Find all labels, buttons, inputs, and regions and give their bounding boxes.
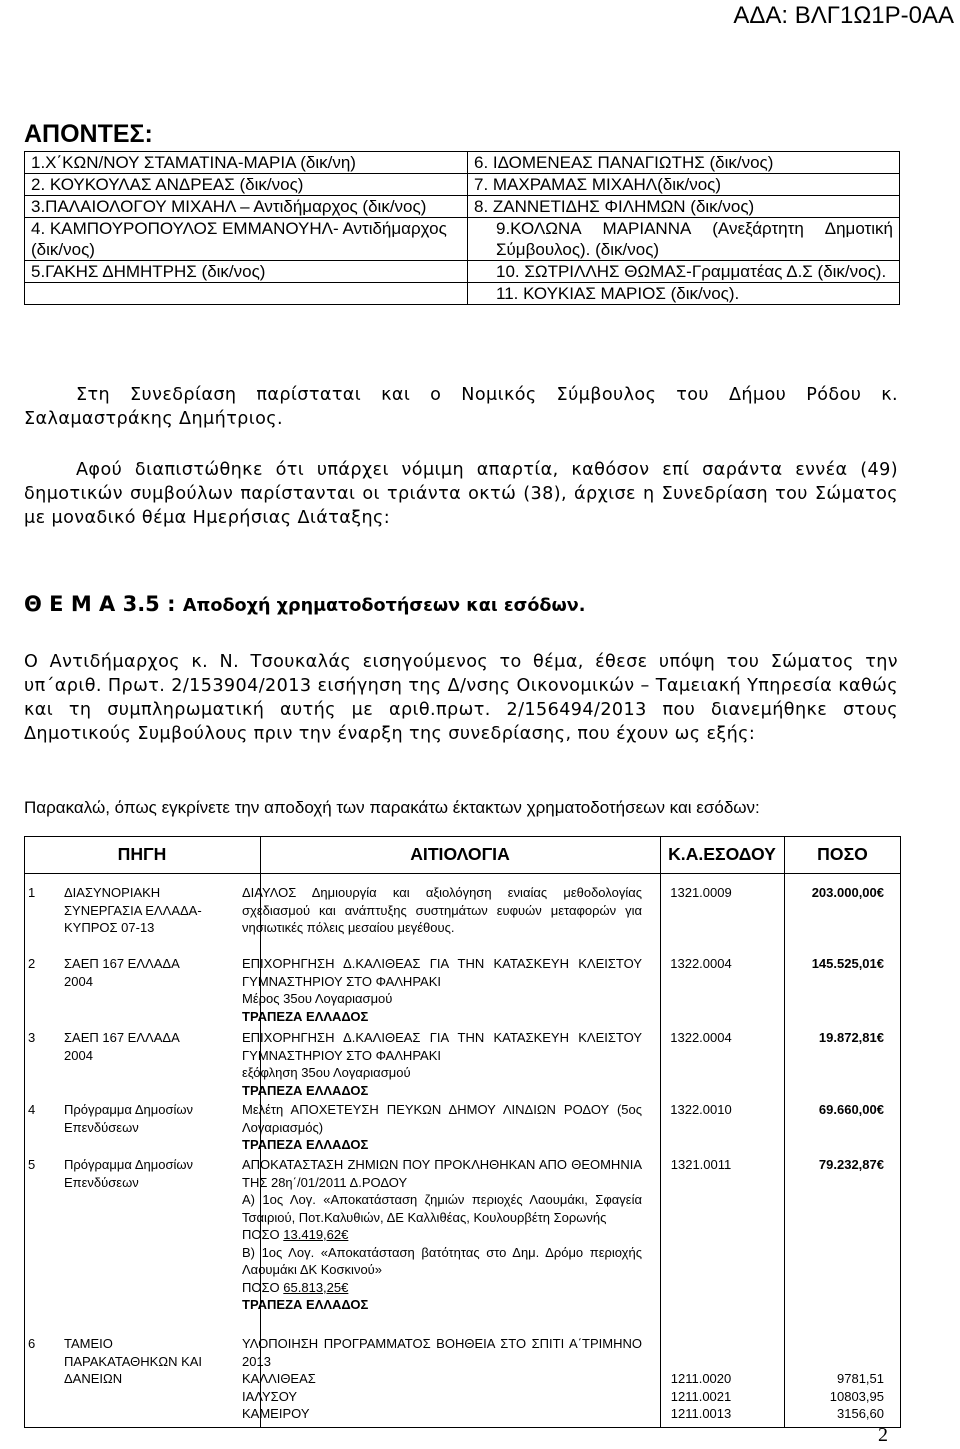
row-amount [784,1370,884,1423]
row-revenue-code: 1322.0010 [670,1102,732,1117]
row-source: ΤΑΜΕΙΟ ΠΑΡΑΚΑΤΑΘΗΚΩΝ ΚΑΙ ΔΑΝΕΙΩΝ [64,1336,203,1386]
row-source: Πρόγραμμα Δημοσίων Επενδύσεων [64,1157,194,1190]
amount-value: 13.419,62€ [283,1227,349,1242]
row-number: 2 [28,956,36,971]
row-number: 5 [28,1157,36,1172]
sub-name: ΚΑΛΛΙΘΕΑΣ [242,1371,316,1386]
sub-item-a-amount [242,1226,642,1244]
row-reason: ΔΙΑΥΛΟΣ Δημιουργία και αξιολόγηση ενιαίας μεθοδολογίας σχεδιασμού και ανάπτυξης συστημάτων ευφυών μεταφορών για νησιωτικές πόλεις μεσαίου μεγέθους. [242,885,642,935]
row-amount: 203.000,00€ [811,885,884,900]
row-reason [242,1335,642,1423]
amount-value: 65.813,25€ [283,1279,349,1295]
sub-name: ΚΑΜΕΙΡΟΥ [242,1406,310,1421]
absent-title: ΑΠΟΝΤΕΣ: [24,120,153,148]
theme-heading [24,592,585,616]
row-revenue-code: 1321.0009 [670,885,732,900]
sub-item-b-amount [242,1279,642,1297]
absent-cell: 7. ΜΑΧΡΑΜΑΣ ΜΙΧΑΗΛ(δικ/νος) [468,174,900,196]
sub-amount: 3156,60 [837,1406,884,1421]
bank-name: ΤΡΑΠΕΖΑ ΕΛΛΑΔΟΣ [242,1137,369,1152]
reason-line: εξόφληση 35ου Λογαριασμού [242,1065,411,1080]
bank-name: ΤΡΑΠΕΖΑ ΕΛΛΑΔΟΣ [242,1297,369,1312]
page-number: 2 [878,1424,888,1446]
row-number: 3 [28,1030,36,1045]
row-reason [242,1029,642,1099]
header-reason: ΑΙΤΙΟΛΟΓΙΑ [410,844,510,864]
reason-line: ΕΠΙΧΟΡΗΓΗΣΗ Δ.ΚΑΛΙΘΕΑΣ ΓΙΑ ΤΗΝ ΚΑΤΑΣΚΕΥΗ ΚΛΕΙΣΤΟΥ ΓΥΜΝΑΣΤΗΡΙΟΥ ΣΤΟ ΦΑΛΗΡΑΚΙ [242,1030,642,1063]
sub-item-b: Β) 1ος Λογ. «Αποκατάσταση βατότητας στο Δημ. Δρόμο περιοχής Λαουμάκι ΔΚ Κοσκινού» [242,1244,642,1277]
sub-name: ΙΑΛΥΣΟΥ [242,1388,298,1404]
row-number: 6 [28,1336,36,1351]
paragraph-proposal: Ο Αντιδήμαρχος κ. Ν. Τσουκαλάς εισηγούμενος το θέμα, έθεσε υπόψη του Σώματος την υπ΄αριθ. Πρωτ. 2/153904/2013 εισήγηση της Δ/νσης Οικονομικών – Ταμειακή Υπηρεσία καθώς και τη συμπληρωματική αυτής με αριθ.πρωτ. 2/156494/2013 που διανεμήθηκε στους Δημοτικούς Συμβούλους πριν την έναρξη της συνεδρίασης, που έχουν ως εξής: [24,652,898,744]
absent-cell: 1.Χ΄ΚΩΝ/ΝΟΥ ΣΤΑΜΑΤΙΝΑ-ΜΑΡΙΑ (δικ/νη) [25,152,468,174]
header-amount: ΠΟΣΟ [817,844,868,864]
row-source: ΔΙΑΣΥΝΟΡΙΑΚΗ ΣΥΝΕΡΓΑΣΙΑ ΕΛΛΑΔΑ-ΚΥΠΡΟΣ 07-13 [64,885,202,935]
absent-cell: 10. ΣΩΤΡΙΛΛΗΣ ΘΩΜΑΣ-Γραμματέας Δ.Σ (δικ/νος). [468,261,900,283]
reason-line: ΥΛΟΠΟΙΗΣΗ ΠΡΟΓΡΑΜΜΑΤΟΣ ΒΟΗΘΕΙΑ ΣΤΟ ΣΠΙΤΙ Α΄ΤΡΙΜΗΝΟ 2013 [242,1336,642,1369]
approval-request: Παρακαλώ, όπως εγκρίνετε την αποδοχή των παρακάτω έκτακτων χρηματοδοτήσεων και εσόδων: [24,798,760,817]
row-reason [242,1156,642,1314]
row-amount: 79.232,87€ [818,1157,884,1172]
theme-label: Θ Ε Μ Α 3.5 : [24,592,176,616]
amount-label: ΠΟΣΟ [242,1227,280,1242]
row-revenue-code: 1322.0004 [670,956,732,971]
reason-line: ΑΠΟΚΑΤΑΣΤΑΣΗ ΖΗΜΙΩΝ ΠΟΥ ΠΡΟΚΛΗΘΗΚΑΝ ΑΠΟ ΘΕΟΜΗΝΙΑ ΤΗΣ 28η΄/01/2011 Δ.ΡΟΔΟΥ [242,1157,642,1190]
absent-table [24,151,900,305]
sub-code: 1211.0013 [670,1406,732,1421]
header-source: ΠΗΓΗ [117,844,167,864]
reason-line: Μελέτη ΑΠΟΧΕΤΕΥΣΗ ΠΕΥΚΩΝ ΔΗΜΟΥ ΛΙΝΔΙΩΝ ΡΟΔΟΥ (5ος Λογαριασμός) [242,1102,642,1135]
reason-line: ΕΠΙΧΟΡΗΓΗΣΗ Δ.ΚΑΛΙΘΕΑΣ ΓΙΑ ΤΗΝ ΚΑΤΑΣΚΕΥΗ ΚΛΕΙΣΤΟΥ ΓΥΜΝΑΣΤΗΡΙΟΥ ΣΤΟ ΦΑΛΗΡΑΚΙ [242,956,642,989]
row-revenue-code: 1321.0011 [670,1157,732,1172]
absent-cell [25,283,468,305]
sub-code: 1211.0021 [670,1388,732,1404]
sub-amount: 9781,51 [837,1371,884,1386]
sub-amount: 10803,95 [829,1388,884,1404]
row-number: 1 [28,885,36,900]
absent-cell: 2. ΚΟΥΚΟΥΛΑΣ ΑΝΔΡΕΑΣ (δικ/νος) [25,174,468,196]
absent-cell: 9.ΚΟΛΩΝΑ ΜΑΡΙΑΝΝΑ (Ανεξάρτητη Δημοτική Σύμβουλος). (δικ/νος) [468,218,900,261]
row-number: 4 [28,1102,36,1117]
row-reason [242,955,642,1025]
row-revenue-code: 1322.0004 [670,1030,732,1045]
row-source: Πρόγραμμα Δημοσίων Επενδύσεων [64,1102,194,1135]
bank-name: ΤΡΑΠΕΖΑ ΕΛΛΑΔΟΣ [242,1082,369,1098]
row-amount: 145.525,01€ [811,956,884,971]
absent-cell: 6. ΙΔΟΜΕΝΕΑΣ ΠΑΝΑΓΙΩΤΗΣ (δικ/νος) [468,152,900,174]
row-amount: 19.872,81€ [818,1030,884,1045]
absent-cell: 3.ΠΑΛΑΙΟΛΟΓΟΥ ΜΙΧΑΗΛ – Αντιδήμαρχος (δικ/νος) [25,196,468,218]
amount-label: ΠΟΣΟ [242,1279,280,1295]
theme-title: Αποδοχή χρηματοδοτήσεων και εσόδων. [182,596,586,616]
sub-code: 1211.0020 [670,1371,732,1386]
paragraph-quorum: Αφού διαπιστώθηκε ότι υπάρχει νόμιμη απαρτία, καθόσον επί σαράντα εννέα (49) δημοτικών συμβούλων παρίστανται οι τριάντα οκτώ (38), άρχισε η Συνεδρίαση του Σώματος με μοναδικό θέμα Ημερήσιας Διάταξης: [24,460,898,528]
absent-cell: 4. ΚΑΜΠΟΥΡΟΠΟΥΛΟΣ ΕΜΜΑΝΟΥΗΛ- Αντιδήμαρχος (δικ/νος) [25,218,468,261]
paragraph-legal-advisor: Στη Συνεδρίαση παρίσταται και ο Νομικός Σύμβουλος του Δήμου Ρόδου κ. Σαλαμαστράκης Δημήτριος. [24,385,898,429]
row-revenue-code [642,1370,760,1423]
ada-code: ΑΔΑ: ΒΛΓ1Ω1Ρ-0ΑΑ [733,2,954,29]
sub-item-a: Α) 1ος Λογ. «Αποκατάσταση ζημιών περιοχές Λαουμάκι, Σφαγεία Τσαιριού, Ποτ.Καλυθιών, ΔΕ Καλλιθέας, Κουλουρβέτη Σορωνής [242,1192,642,1225]
row-source: ΣΑΕΠ 167 ΕΛΛΑΔΑ 2004 [64,1030,180,1063]
absent-cell: 11. ΚΟΥΚΙΑΣ ΜΑΡΙΟΣ (δικ/νος). [468,283,900,305]
reason-line: Μέρος 35ου Λογαριασμού [242,991,393,1006]
row-amount: 69.660,00€ [818,1102,884,1117]
row-source: ΣΑΕΠ 167 ΕΛΛΑΔΑ 2004 [64,956,180,989]
header-revenue-code: Κ.Α.ΕΣΟΔΟΥ [668,844,776,864]
absent-cell: 5.ΓΑΚΗΣ ΔΗΜΗΤΡΗΣ (δικ/νος) [25,261,468,283]
absent-cell: 8. ΖΑΝΝΕΤΙΔΗΣ ΦΙΛΗΜΩΝ (δικ/νος) [468,196,900,218]
funding-table [24,836,901,1428]
bank-name: ΤΡΑΠΕΖΑ ΕΛΛΑΔΟΣ [242,1008,369,1024]
row-reason [242,1101,642,1154]
